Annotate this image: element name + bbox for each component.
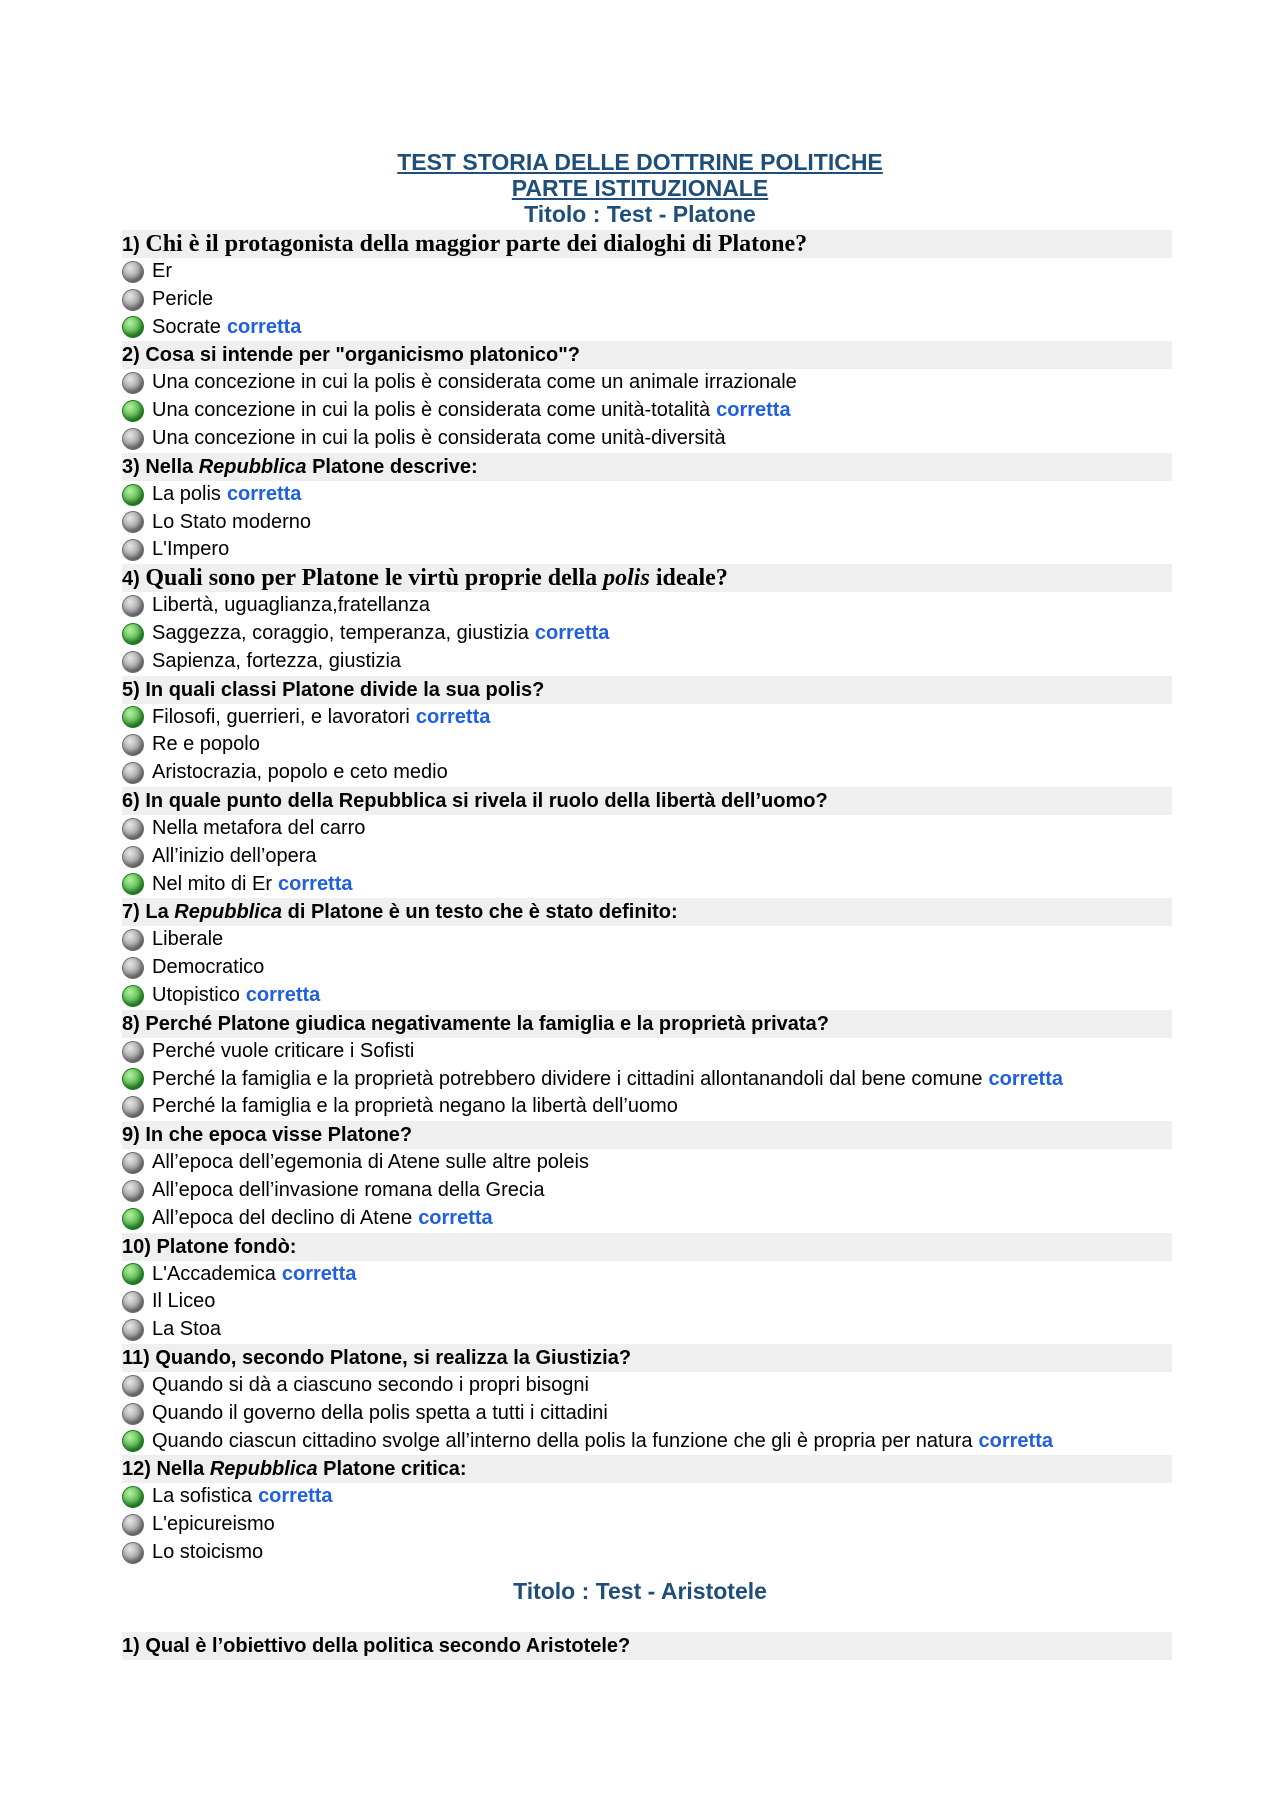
question-block bbox=[122, 1010, 1172, 1121]
question-aristotele-1 bbox=[122, 1632, 1172, 1660]
answer-option[interactable] bbox=[122, 509, 1172, 537]
correct-answer-dot-icon[interactable] bbox=[122, 1068, 144, 1090]
question-block bbox=[122, 787, 1172, 898]
answer-text: Quando ciascun cittadino svolge all’interno della polis la funzione che gli è propria per natura bbox=[152, 1429, 973, 1452]
question-number: 10) bbox=[122, 1235, 151, 1258]
answer-dot-icon[interactable] bbox=[122, 1542, 144, 1564]
question-heading bbox=[122, 1455, 1172, 1483]
question-number: 9) bbox=[122, 1124, 140, 1147]
question-text-emphasis: polis bbox=[603, 565, 650, 592]
answer-option[interactable] bbox=[122, 1539, 1172, 1567]
answer-text: Er bbox=[152, 260, 172, 282]
question-heading bbox=[122, 564, 1172, 592]
correct-label: corretta bbox=[226, 482, 302, 505]
answer-dot-icon[interactable] bbox=[122, 846, 144, 868]
answer-option[interactable] bbox=[122, 648, 1172, 676]
answer-dot-icon[interactable] bbox=[122, 428, 144, 450]
question-block bbox=[122, 341, 1172, 452]
answer-option[interactable] bbox=[122, 1511, 1172, 1539]
answer-text: Lo Stato moderno bbox=[152, 510, 311, 533]
question-block bbox=[122, 230, 1172, 341]
answer-dot-icon[interactable] bbox=[122, 818, 144, 840]
answer-option[interactable] bbox=[122, 1400, 1172, 1428]
correct-label: corretta bbox=[534, 621, 610, 644]
answer-text: Nel mito di Er bbox=[152, 872, 273, 895]
correct-answer-dot-icon[interactable] bbox=[122, 1263, 144, 1285]
answer-option[interactable] bbox=[122, 1149, 1172, 1177]
answer-option[interactable] bbox=[122, 704, 1172, 732]
question-number: 6) bbox=[122, 789, 140, 812]
answer-option[interactable] bbox=[122, 397, 1172, 425]
answer-dot-icon[interactable] bbox=[122, 511, 144, 533]
question-heading bbox=[122, 676, 1172, 704]
correct-label: corretta bbox=[415, 705, 491, 728]
answer-text: All’epoca del declino di Atene bbox=[152, 1206, 413, 1229]
question-text-part: di Platone è un testo che è stato definito: bbox=[282, 901, 678, 924]
answer-dot-icon[interactable] bbox=[122, 651, 144, 673]
question-text-part: Nella bbox=[156, 1458, 210, 1481]
correct-label: corretta bbox=[716, 399, 791, 422]
question-text-part: Nella bbox=[145, 455, 199, 478]
answer-text: Aristocrazia, popolo e ceto medio bbox=[152, 761, 448, 784]
answer-option[interactable] bbox=[122, 1177, 1172, 1205]
answer-dot-icon[interactable] bbox=[122, 595, 144, 617]
correct-answer-dot-icon[interactable] bbox=[122, 1430, 144, 1452]
answer-text: All’epoca dell’egemonia di Atene sulle altre poleis bbox=[152, 1151, 589, 1174]
correct-label: corretta bbox=[978, 1429, 1053, 1452]
answer-text: La polis bbox=[152, 482, 221, 505]
answer-dot-icon[interactable] bbox=[122, 372, 144, 394]
correct-label: corretta bbox=[258, 1485, 333, 1508]
answer-text: Sapienza, fortezza, giustizia bbox=[152, 649, 402, 672]
question-text-part: La bbox=[145, 901, 175, 924]
answer-dot-icon[interactable] bbox=[122, 1096, 144, 1118]
answer-option[interactable] bbox=[122, 258, 1172, 286]
question-text-part: ideale? bbox=[649, 565, 728, 592]
question-heading bbox=[122, 1233, 1172, 1261]
answer-option[interactable] bbox=[122, 843, 1172, 871]
correct-answer-dot-icon[interactable] bbox=[122, 985, 144, 1007]
question-text-part: Quali sono per Platone le virtù proprie della bbox=[145, 565, 604, 592]
question-block bbox=[122, 898, 1172, 1009]
answer-text: Nella metafora del carro bbox=[152, 816, 366, 839]
answer-option[interactable] bbox=[122, 1483, 1172, 1511]
correct-answer-dot-icon[interactable] bbox=[122, 1208, 144, 1230]
answer-option[interactable] bbox=[122, 1428, 1172, 1456]
section-title-platone: Titolo : Test - Platone bbox=[524, 201, 756, 227]
question-text: Qual è l’obiettivo della politica secondo Aristotele? bbox=[145, 1635, 631, 1657]
answer-dot-icon[interactable] bbox=[122, 734, 144, 756]
correct-label: corretta bbox=[418, 1206, 493, 1229]
correct-answer-dot-icon[interactable] bbox=[122, 706, 144, 728]
quiz-platone bbox=[122, 230, 1172, 1567]
answer-option[interactable] bbox=[122, 871, 1172, 899]
answer-text: L'Accademica bbox=[152, 1262, 276, 1285]
answer-option[interactable] bbox=[122, 1261, 1172, 1289]
answer-text: Perché la famiglia e la proprietà potrebbero dividere i cittadini allontanandoli dal bene comune bbox=[152, 1067, 983, 1090]
answer-option[interactable] bbox=[122, 815, 1172, 843]
correct-label: corretta bbox=[278, 872, 353, 895]
answer-dot-icon[interactable] bbox=[122, 1403, 144, 1425]
answer-text: All’inizio dell’opera bbox=[152, 844, 317, 867]
question-text: Perché Platone giudica negativamente la famiglia e la proprietà privata? bbox=[145, 1012, 829, 1035]
question-heading bbox=[122, 341, 1172, 369]
question-text-emphasis: Repubblica bbox=[209, 1458, 318, 1481]
question-text-emphasis: Repubblica bbox=[198, 455, 307, 478]
question-number: 8) bbox=[122, 1012, 140, 1035]
answer-dot-icon[interactable] bbox=[122, 1180, 144, 1202]
answer-option[interactable] bbox=[122, 425, 1172, 453]
question-heading bbox=[122, 1344, 1172, 1372]
question-text: In quali classi Platone divide la sua polis? bbox=[145, 678, 545, 701]
correct-answer-dot-icon[interactable] bbox=[122, 623, 144, 645]
question-heading bbox=[122, 1121, 1172, 1149]
answer-text: Il Liceo bbox=[152, 1290, 216, 1313]
answer-option[interactable] bbox=[122, 759, 1172, 787]
correct-label: corretta bbox=[988, 1067, 1064, 1090]
answer-text: Quando si dà a ciascuno secondo i propri bisogni bbox=[152, 1373, 589, 1396]
answer-dot-icon[interactable] bbox=[122, 1291, 144, 1313]
question-heading bbox=[122, 1010, 1172, 1038]
answer-option[interactable] bbox=[122, 286, 1172, 314]
answer-text: Socrate bbox=[152, 315, 221, 338]
question-number: 7) bbox=[122, 901, 140, 924]
answer-text: Utopistico bbox=[152, 983, 240, 1006]
answer-option[interactable] bbox=[122, 954, 1172, 982]
answer-text: Lo stoicismo bbox=[152, 1540, 264, 1563]
quiz-aristotele bbox=[122, 1632, 1172, 1660]
question-text bbox=[145, 565, 727, 591]
correct-answer-dot-icon[interactable] bbox=[122, 484, 144, 506]
answer-option[interactable] bbox=[122, 620, 1172, 648]
question-text-part: Platone descrive: bbox=[306, 455, 478, 478]
answer-option[interactable] bbox=[122, 536, 1172, 564]
question-text: Cosa si intende per "organicismo platonico"? bbox=[145, 344, 580, 367]
answer-option[interactable] bbox=[122, 926, 1172, 954]
answer-dot-icon[interactable] bbox=[122, 1152, 144, 1174]
answer-option[interactable] bbox=[122, 1093, 1172, 1121]
answer-text: Perché vuole criticare i Sofisti bbox=[152, 1039, 415, 1062]
answer-dot-icon[interactable] bbox=[122, 261, 144, 283]
correct-label: corretta bbox=[281, 1262, 357, 1285]
question-heading bbox=[122, 787, 1172, 815]
answer-text: Filosofi, guerrieri, e lavoratori bbox=[152, 705, 410, 728]
answer-text: All’epoca dell’invasione romana della Grecia bbox=[152, 1178, 545, 1201]
question-block bbox=[122, 676, 1172, 787]
answer-dot-icon[interactable] bbox=[122, 762, 144, 784]
answer-option[interactable] bbox=[122, 1205, 1172, 1233]
question-number: 3) bbox=[122, 455, 140, 478]
answer-option[interactable] bbox=[122, 592, 1172, 620]
answer-option[interactable] bbox=[122, 369, 1172, 397]
correct-answer-dot-icon[interactable] bbox=[122, 400, 144, 422]
question-number: 12) bbox=[122, 1458, 151, 1481]
question-text bbox=[156, 1458, 466, 1480]
question-text bbox=[145, 901, 677, 923]
question-number: 1) bbox=[122, 1635, 140, 1657]
correct-label: corretta bbox=[226, 315, 302, 338]
answer-dot-icon[interactable] bbox=[122, 929, 144, 951]
answer-dot-icon[interactable] bbox=[122, 1514, 144, 1536]
document-header bbox=[0, 149, 1280, 227]
answer-option[interactable] bbox=[122, 481, 1172, 509]
question-text bbox=[145, 456, 477, 478]
answer-text: Saggezza, coraggio, temperanza, giustizia bbox=[152, 621, 529, 644]
answer-dot-icon[interactable] bbox=[122, 1041, 144, 1063]
answer-option[interactable] bbox=[122, 1066, 1172, 1094]
answer-text: Re e popolo bbox=[152, 733, 260, 756]
answer-text: Una concezione in cui la polis è considerata come unità-diversità bbox=[152, 426, 726, 449]
correct-label: corretta bbox=[245, 983, 321, 1006]
answer-option[interactable] bbox=[122, 1316, 1172, 1344]
header-line-1: TEST STORIA DELLE DOTTRINE POLITICHE bbox=[397, 149, 883, 175]
answer-option[interactable] bbox=[122, 1288, 1172, 1316]
answer-text: L'epicureismo bbox=[152, 1513, 275, 1536]
answer-dot-icon[interactable] bbox=[122, 1319, 144, 1341]
correct-answer-dot-icon[interactable] bbox=[122, 1486, 144, 1508]
question-number: 5) bbox=[122, 678, 140, 701]
answer-dot-icon[interactable] bbox=[122, 289, 144, 311]
correct-answer-dot-icon[interactable] bbox=[122, 316, 144, 338]
question-number: 11) bbox=[122, 1346, 150, 1369]
correct-answer-dot-icon[interactable] bbox=[122, 873, 144, 895]
answer-text: Perché la famiglia e la proprietà negano la libertà dell’uomo bbox=[152, 1095, 678, 1118]
question-block bbox=[122, 1121, 1172, 1232]
answer-text: Pericle bbox=[152, 287, 214, 310]
question-text-emphasis: Repubblica bbox=[174, 901, 283, 924]
answer-text: Quando il governo della polis spetta a tutti i cittadini bbox=[152, 1401, 608, 1424]
answer-option[interactable] bbox=[122, 1372, 1172, 1400]
answer-dot-icon[interactable] bbox=[122, 957, 144, 979]
question-heading bbox=[122, 898, 1172, 926]
question-heading bbox=[122, 453, 1172, 481]
question-text: Quando, secondo Platone, si realizza la Giustizia? bbox=[155, 1346, 632, 1369]
answer-option[interactable] bbox=[122, 1038, 1172, 1066]
answer-option[interactable] bbox=[122, 731, 1172, 759]
question-text: Chi è il protagonista della maggior parte dei dialoghi di Platone? bbox=[145, 231, 808, 257]
answer-text: Liberale bbox=[152, 928, 224, 951]
answer-text: L'Impero bbox=[152, 538, 230, 561]
answer-option[interactable] bbox=[122, 314, 1172, 342]
header-line-2: PARTE ISTITUZIONALE bbox=[511, 175, 769, 201]
answer-text: Democratico bbox=[152, 956, 265, 979]
question-heading bbox=[122, 230, 1172, 258]
answer-option[interactable] bbox=[122, 982, 1172, 1010]
question-block bbox=[122, 453, 1172, 564]
question-number: 4) bbox=[122, 568, 140, 591]
question-block bbox=[122, 1455, 1172, 1566]
question-block bbox=[122, 1233, 1172, 1344]
question-number: 2) bbox=[122, 344, 140, 367]
answer-dot-icon[interactable] bbox=[122, 539, 144, 561]
question-text: In che epoca visse Platone? bbox=[145, 1124, 413, 1147]
question-text-part: Platone critica: bbox=[317, 1458, 467, 1481]
question-block bbox=[122, 564, 1172, 675]
question-number: 1) bbox=[122, 234, 140, 256]
answer-dot-icon[interactable] bbox=[122, 1375, 144, 1397]
section-title-aristotele: Titolo : Test - Aristotele bbox=[513, 1578, 767, 1604]
answer-text: Una concezione in cui la polis è considerata come unità-totalità bbox=[152, 399, 711, 422]
question-block bbox=[122, 1344, 1172, 1455]
answer-text: Libertà, uguaglianza,fratellanza bbox=[152, 594, 430, 617]
answer-text: La Stoa bbox=[152, 1318, 221, 1341]
answer-text: La sofistica bbox=[152, 1485, 253, 1508]
question-text: Platone fondò: bbox=[156, 1235, 297, 1258]
question-text: In quale punto della Repubblica si rivela il ruolo della libertà dell’uomo? bbox=[145, 789, 828, 812]
answer-text: Una concezione in cui la polis è considerata come un animale irrazionale bbox=[152, 371, 797, 394]
